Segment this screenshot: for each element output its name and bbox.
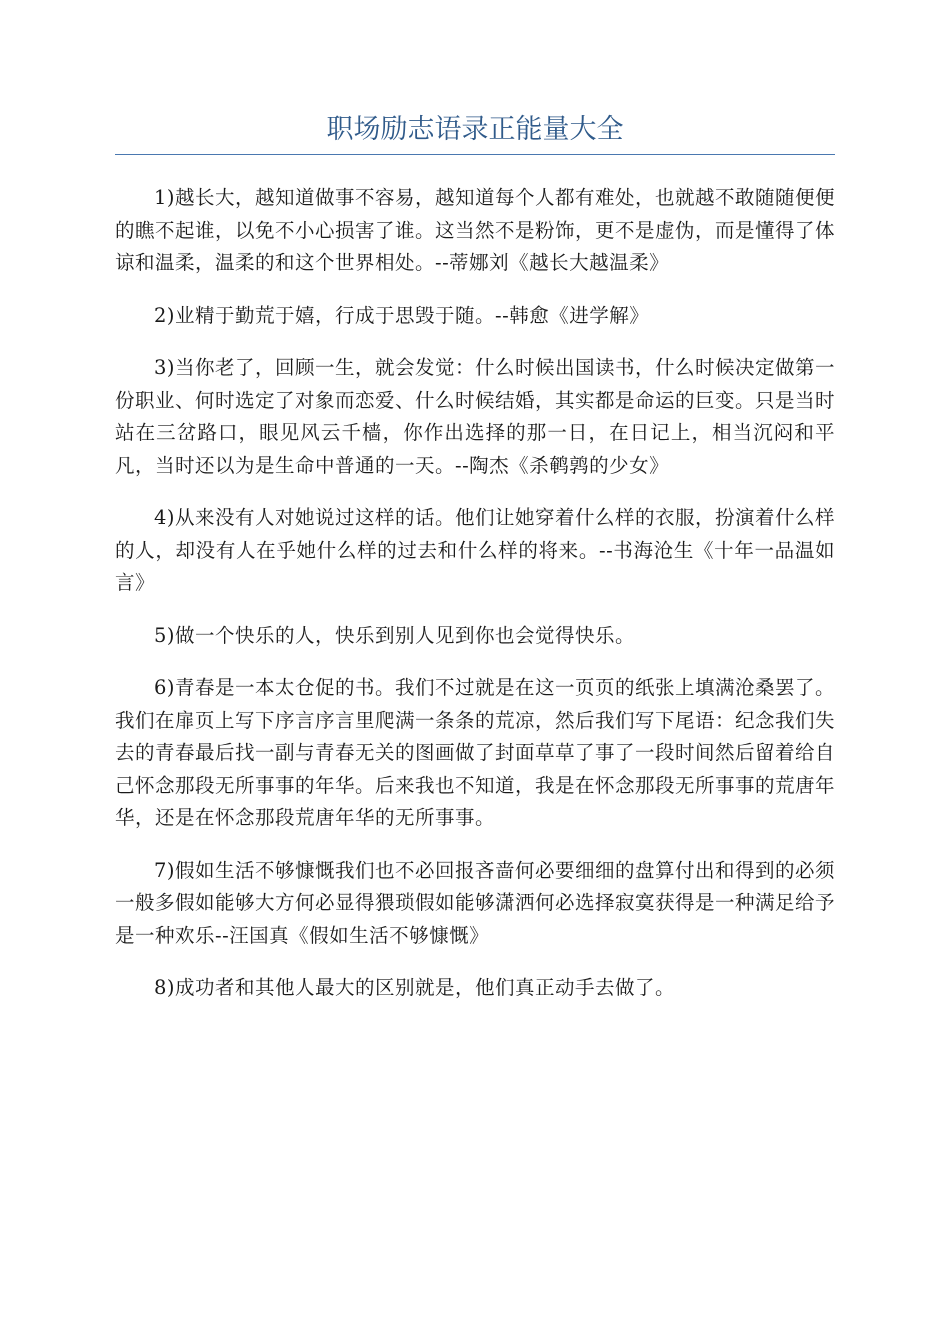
title-underline [115, 154, 835, 155]
paragraph-1: 1)越长大，越知道做事不容易，越知道每个人都有难处，也就越不敢随随便便的瞧不起谁，以免不小心损害了谁。这当然不是粉饰，更不是虚伪，而是懂得了体谅和温柔，温柔的和这个世界相处。--蒂娜刘《越长大越温柔》 [115, 186, 836, 274]
paragraph-2: 2)业精于勤荒于嬉，行成于思毁于随。--韩愈《进学解》 [154, 303, 650, 327]
paragraph-5: 5)做一个快乐的人，快乐到别人见到你也会觉得快乐。 [154, 623, 636, 647]
paragraph-3: 3)当你老了，回顾一生，就会发觉：什么时候出国读书，什么时候决定做第一份职业、何时选定了对象而恋爱、什么时候结婚，其实都是命运的巨变。只是当时站在三岔路口，眼见风云千樯，你作出选择的那一日，在日记上，相当沉闷和平凡，当时还以为是生命中普通的一天。--陶杰《杀鹌鹑的少女》 [115, 356, 836, 477]
document-body [115, 182, 835, 1025]
document-title: 职场励志语录正能量大全 [326, 114, 624, 145]
paragraph-4: 4)从来没有人对她说过这样的话。他们让她穿着什么样的衣服，扮演着什么样的人，却没有人在乎她什么样的过去和什么样的将来。--书海沧生《十年一品温如言》 [115, 506, 836, 594]
paragraph-8: 8)成功者和其他人最大的区别就是，他们真正动手去做了。 [154, 976, 676, 999]
paragraph-6: 6)青春是一本太仓促的书。我们不过就是在这一页页的纸张上填满沧桑罢了。我们在扉页上写下序言序言里爬满一条条的荒凉，然后我们写下尾语：纪念我们失去的青春最后找一副与青春无关的图画做了封面草草了事了一段时间然后留着给自己怀念那段无所事事的年华。后来我也不知道，我是在怀念那段无所事事的荒唐年华，还是在怀念那段荒唐年华的无所事事。 [115, 676, 836, 829]
paragraph-7: 7)假如生活不够慷慨我们也不必回报吝啬何必要细细的盘算付出和得到的必须一般多假如能够大方何必显得猥琐假如能够潇洒何必选择寂寞获得是一种满足给予是一种欢乐--汪国真《假如生活不够慷慨》 [115, 858, 836, 947]
